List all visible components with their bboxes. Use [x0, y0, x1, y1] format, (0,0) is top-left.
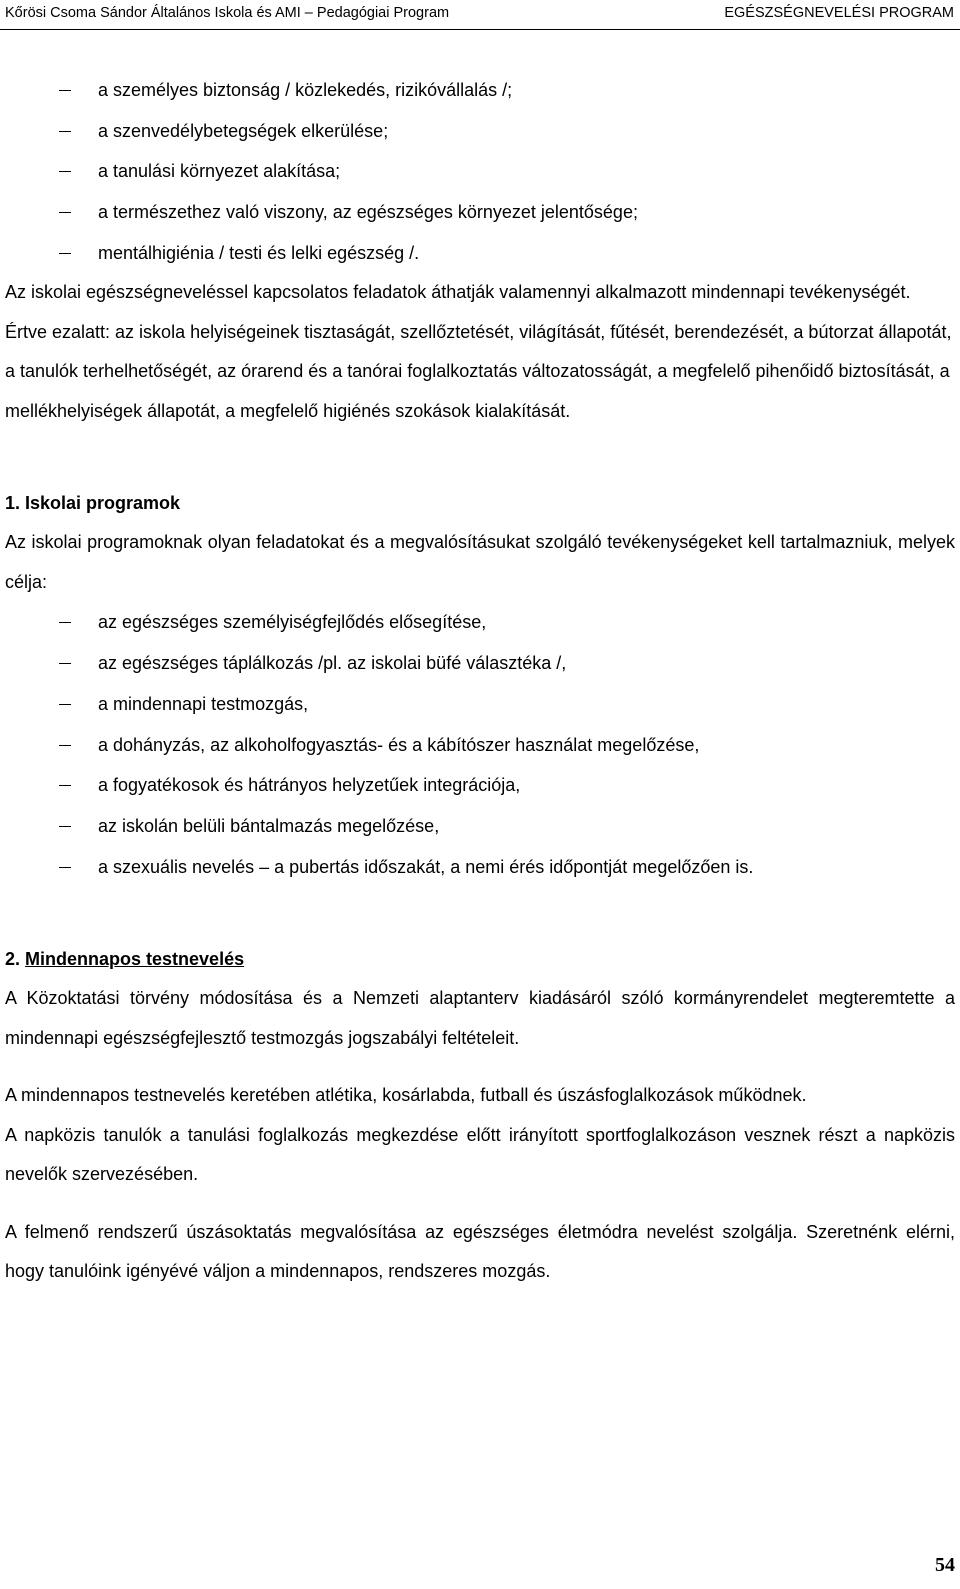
- section-2-paragraph-2: A mindennapos testnevelés keretében atlétika, kosárlabda, futball és úszásfoglalkozások működnek.: [5, 1085, 807, 1106]
- list-item: a szexuális nevelés – a pubertás időszakát, a nemi érés időpontját megelőzően is.: [5, 847, 955, 888]
- dash-bullet-icon: [59, 212, 71, 213]
- dash-bullet-icon: [59, 253, 71, 254]
- list-item: a dohányzás, az alkoholfogyasztás- és a kábítószer használat megelőzése,: [5, 725, 955, 766]
- list-item: a mindennapi testmozgás,: [5, 684, 955, 725]
- dash-bullet-icon: [59, 622, 71, 623]
- page-number: 54: [935, 1554, 955, 1576]
- section-2-heading: 2. Mindennapos testnevelés: [5, 949, 245, 970]
- intro-paragraph: Az iskolai egészségneveléssel kapcsolatos feladatok áthatják valamennyi alkalmazott mindennapi tevékenységét. Értve ezalatt: az iskola helyiségeinek tisztaságát, szellőztetését, világítását, fűtését, berendezését, a bútorzat állapotát, a tanulók terhelhetőségét, az órarend és a tanórai foglalkoztatás változatosságát, a megfelelő pihenőidő biztosítását, a mellékhelyiségek állapotát, a megfelelő higiénés szokások kialakítását.: [5, 282, 952, 421]
- section-1-paragraph: Az iskolai programoknak olyan feladatokat és a megvalósításukat szolgáló tevékenységeket kell tartalmazniuk, melyek célja:: [5, 532, 955, 592]
- dash-bullet-icon: [59, 826, 71, 827]
- dash-bullet-icon: [59, 867, 71, 868]
- header-program-title: EGÉSZSÉGNEVELÉSI PROGRAM: [724, 5, 954, 21]
- dash-bullet-icon: [59, 171, 71, 172]
- dash-bullet-icon: [59, 663, 71, 664]
- list-item: az iskolán belüli bántalmazás megelőzése,: [5, 806, 955, 847]
- section-2-paragraph-1: A Közoktatási törvény módosítása és a Nemzeti alaptanterv kiadásáról szóló kormányrendelet megteremtette a mindennapi egészségfejlesztő testmozgás jogszabályi feltételeit.: [5, 988, 955, 1048]
- section-2-paragraph-4: A felmenő rendszerű úszásoktatás megvalósítása az egészséges életmódra nevelést szolgálja. Szeretnénk elérni, hogy tanulóink igényévé váljon a mindennapos, rendszeres mozgás.: [5, 1221, 955, 1282]
- list-item: a természethez való viszony, az egészséges környezet jelentősége;: [5, 192, 955, 233]
- dash-bullet-icon: [59, 785, 71, 786]
- list-item: a személyes biztonság / közlekedés, rizikóvállalás /;: [5, 70, 955, 111]
- header-school-name: Kőrösi Csoma Sándor Általános Iskola és AMI – Pedagógiai Program: [5, 5, 450, 21]
- topic-list: [5, 70, 955, 273]
- page-body: [5, 70, 955, 1292]
- list-item: a fogyatékosok és hátrányos helyzetűek integrációja,: [5, 765, 955, 806]
- list-item: a szenvedélybetegségek elkerülése;: [5, 111, 955, 152]
- dash-bullet-icon: [59, 90, 71, 91]
- page-header: [0, 0, 960, 30]
- section-1-heading: 1. Iskolai programok: [5, 493, 181, 514]
- dash-bullet-icon: [59, 131, 71, 132]
- list-item: a tanulási környezet alakítása;: [5, 151, 955, 192]
- list-item: az egészséges táplálkozás /pl. az iskolai büfé választéka /,: [5, 643, 955, 684]
- list-item: mentálhigiénia / testi és lelki egészség /.: [5, 233, 955, 274]
- section-2-paragraph-3: A napközis tanulók a tanulási foglalkozás megkezdése előtt irányított sportfoglalkozáson vesznek részt a napközis nevelők szervezésében.: [5, 1124, 955, 1185]
- dash-bullet-icon: [59, 704, 71, 705]
- list-item: az egészséges személyiségfejlődés elősegítése,: [5, 602, 955, 643]
- program-goal-list: [5, 602, 955, 887]
- dash-bullet-icon: [59, 745, 71, 746]
